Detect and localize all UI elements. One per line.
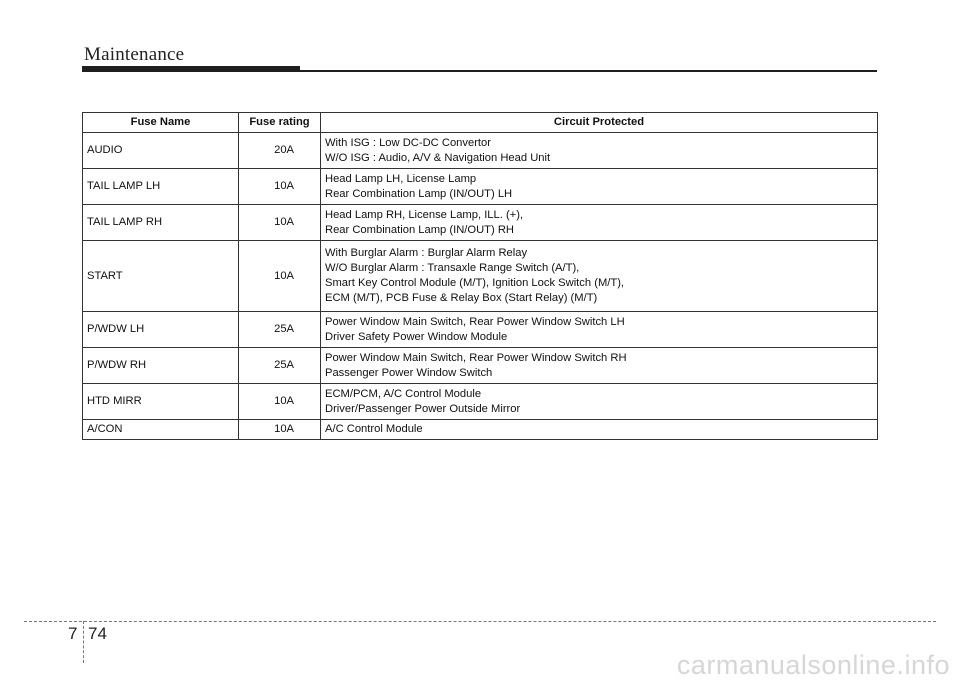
table-row xyxy=(83,169,878,205)
circuit-line: A/C Control Module xyxy=(325,423,423,435)
circuit-line: Head Lamp LH, License Lamp xyxy=(325,172,477,185)
table-row xyxy=(83,241,878,312)
header-rule-thick xyxy=(82,66,300,72)
circuit-line: With ISG : Low DC-DC Convertor xyxy=(325,136,491,149)
circuit-cell xyxy=(321,241,878,312)
circuit-line: Rear Combination Lamp (IN/OUT) LH xyxy=(325,187,513,200)
fuse-name-cell: P/WDW LH xyxy=(83,312,239,348)
table-row xyxy=(83,420,878,440)
fuse-name-cell: TAIL LAMP LH xyxy=(83,169,239,205)
circuit-line: Driver Safety Power Window Module xyxy=(325,330,508,343)
circuit-cell xyxy=(321,384,878,420)
table-header-row xyxy=(83,113,878,133)
circuit-cell xyxy=(321,205,878,241)
fuse-name-cell: A/CON xyxy=(83,420,239,440)
circuit-line: Rear Combination Lamp (IN/OUT) RH xyxy=(325,223,514,236)
circuit-line: Smart Key Control Module (M/T), Ignition Lock Switch (M/T), xyxy=(325,277,625,289)
circuit-cell xyxy=(321,169,878,205)
circuit-line: Driver/Passenger Power Outside Mirror xyxy=(325,402,521,415)
footer-dashed-rule xyxy=(24,621,936,622)
fuse-rating-cell: 25A xyxy=(239,312,321,348)
fuse-rating-cell: 20A xyxy=(239,133,321,169)
fuse-rating-cell: 10A xyxy=(239,384,321,420)
circuit-line: W/O ISG : Audio, A/V & Navigation Head Unit xyxy=(325,151,551,164)
fuse-rating-cell: 10A xyxy=(239,169,321,205)
fuse-rating-cell: 10A xyxy=(239,420,321,440)
header-rule-thin xyxy=(300,70,877,72)
fuse-name-cell: AUDIO xyxy=(83,133,239,169)
fuse-name-cell: START xyxy=(83,241,239,312)
column-header-fuse-name: Fuse Name xyxy=(83,113,239,133)
fuse-rating-cell: 10A xyxy=(239,241,321,312)
fuse-rating-cell: 10A xyxy=(239,205,321,241)
table-row xyxy=(83,384,878,420)
circuit-line: Power Window Main Switch, Rear Power Window Switch RH xyxy=(325,351,627,364)
circuit-line: Passenger Power Window Switch xyxy=(325,366,493,379)
circuit-line: Head Lamp RH, License Lamp, ILL. (+), xyxy=(325,208,524,221)
fuse-name-cell: TAIL LAMP RH xyxy=(83,205,239,241)
column-header-circuit-protected: Circuit Protected xyxy=(321,113,878,133)
circuit-line: ECM/PCM, A/C Control Module xyxy=(325,387,482,400)
table-row xyxy=(83,133,878,169)
page-section-title: Maintenance xyxy=(84,44,185,65)
column-header-fuse-rating: Fuse rating xyxy=(239,113,321,133)
circuit-cell xyxy=(321,312,878,348)
watermark-text: carmanualsonline.info xyxy=(676,650,950,680)
table-row xyxy=(83,348,878,384)
fuse-rating-cell: 25A xyxy=(239,348,321,384)
circuit-line: Power Window Main Switch, Rear Power Window Switch LH xyxy=(325,315,625,328)
fuse-name-cell: P/WDW RH xyxy=(83,348,239,384)
table-row xyxy=(83,312,878,348)
table-row xyxy=(83,205,878,241)
circuit-cell xyxy=(321,420,878,440)
circuit-line: ECM (M/T), PCB Fuse & Relay Box (Start Relay) (M/T) xyxy=(325,292,598,304)
footer-dashed-divider xyxy=(83,621,84,663)
page-number: 74 xyxy=(88,624,107,643)
fuse-name-cell: HTD MIRR xyxy=(83,384,239,420)
circuit-cell xyxy=(321,133,878,169)
circuit-line: With Burglar Alarm : Burglar Alarm Relay xyxy=(325,247,528,259)
chapter-number: 7 xyxy=(68,624,78,643)
circuit-cell xyxy=(321,348,878,384)
fuse-table xyxy=(82,112,878,440)
circuit-line: W/O Burglar Alarm : Transaxle Range Switch (A/T), xyxy=(325,262,580,274)
